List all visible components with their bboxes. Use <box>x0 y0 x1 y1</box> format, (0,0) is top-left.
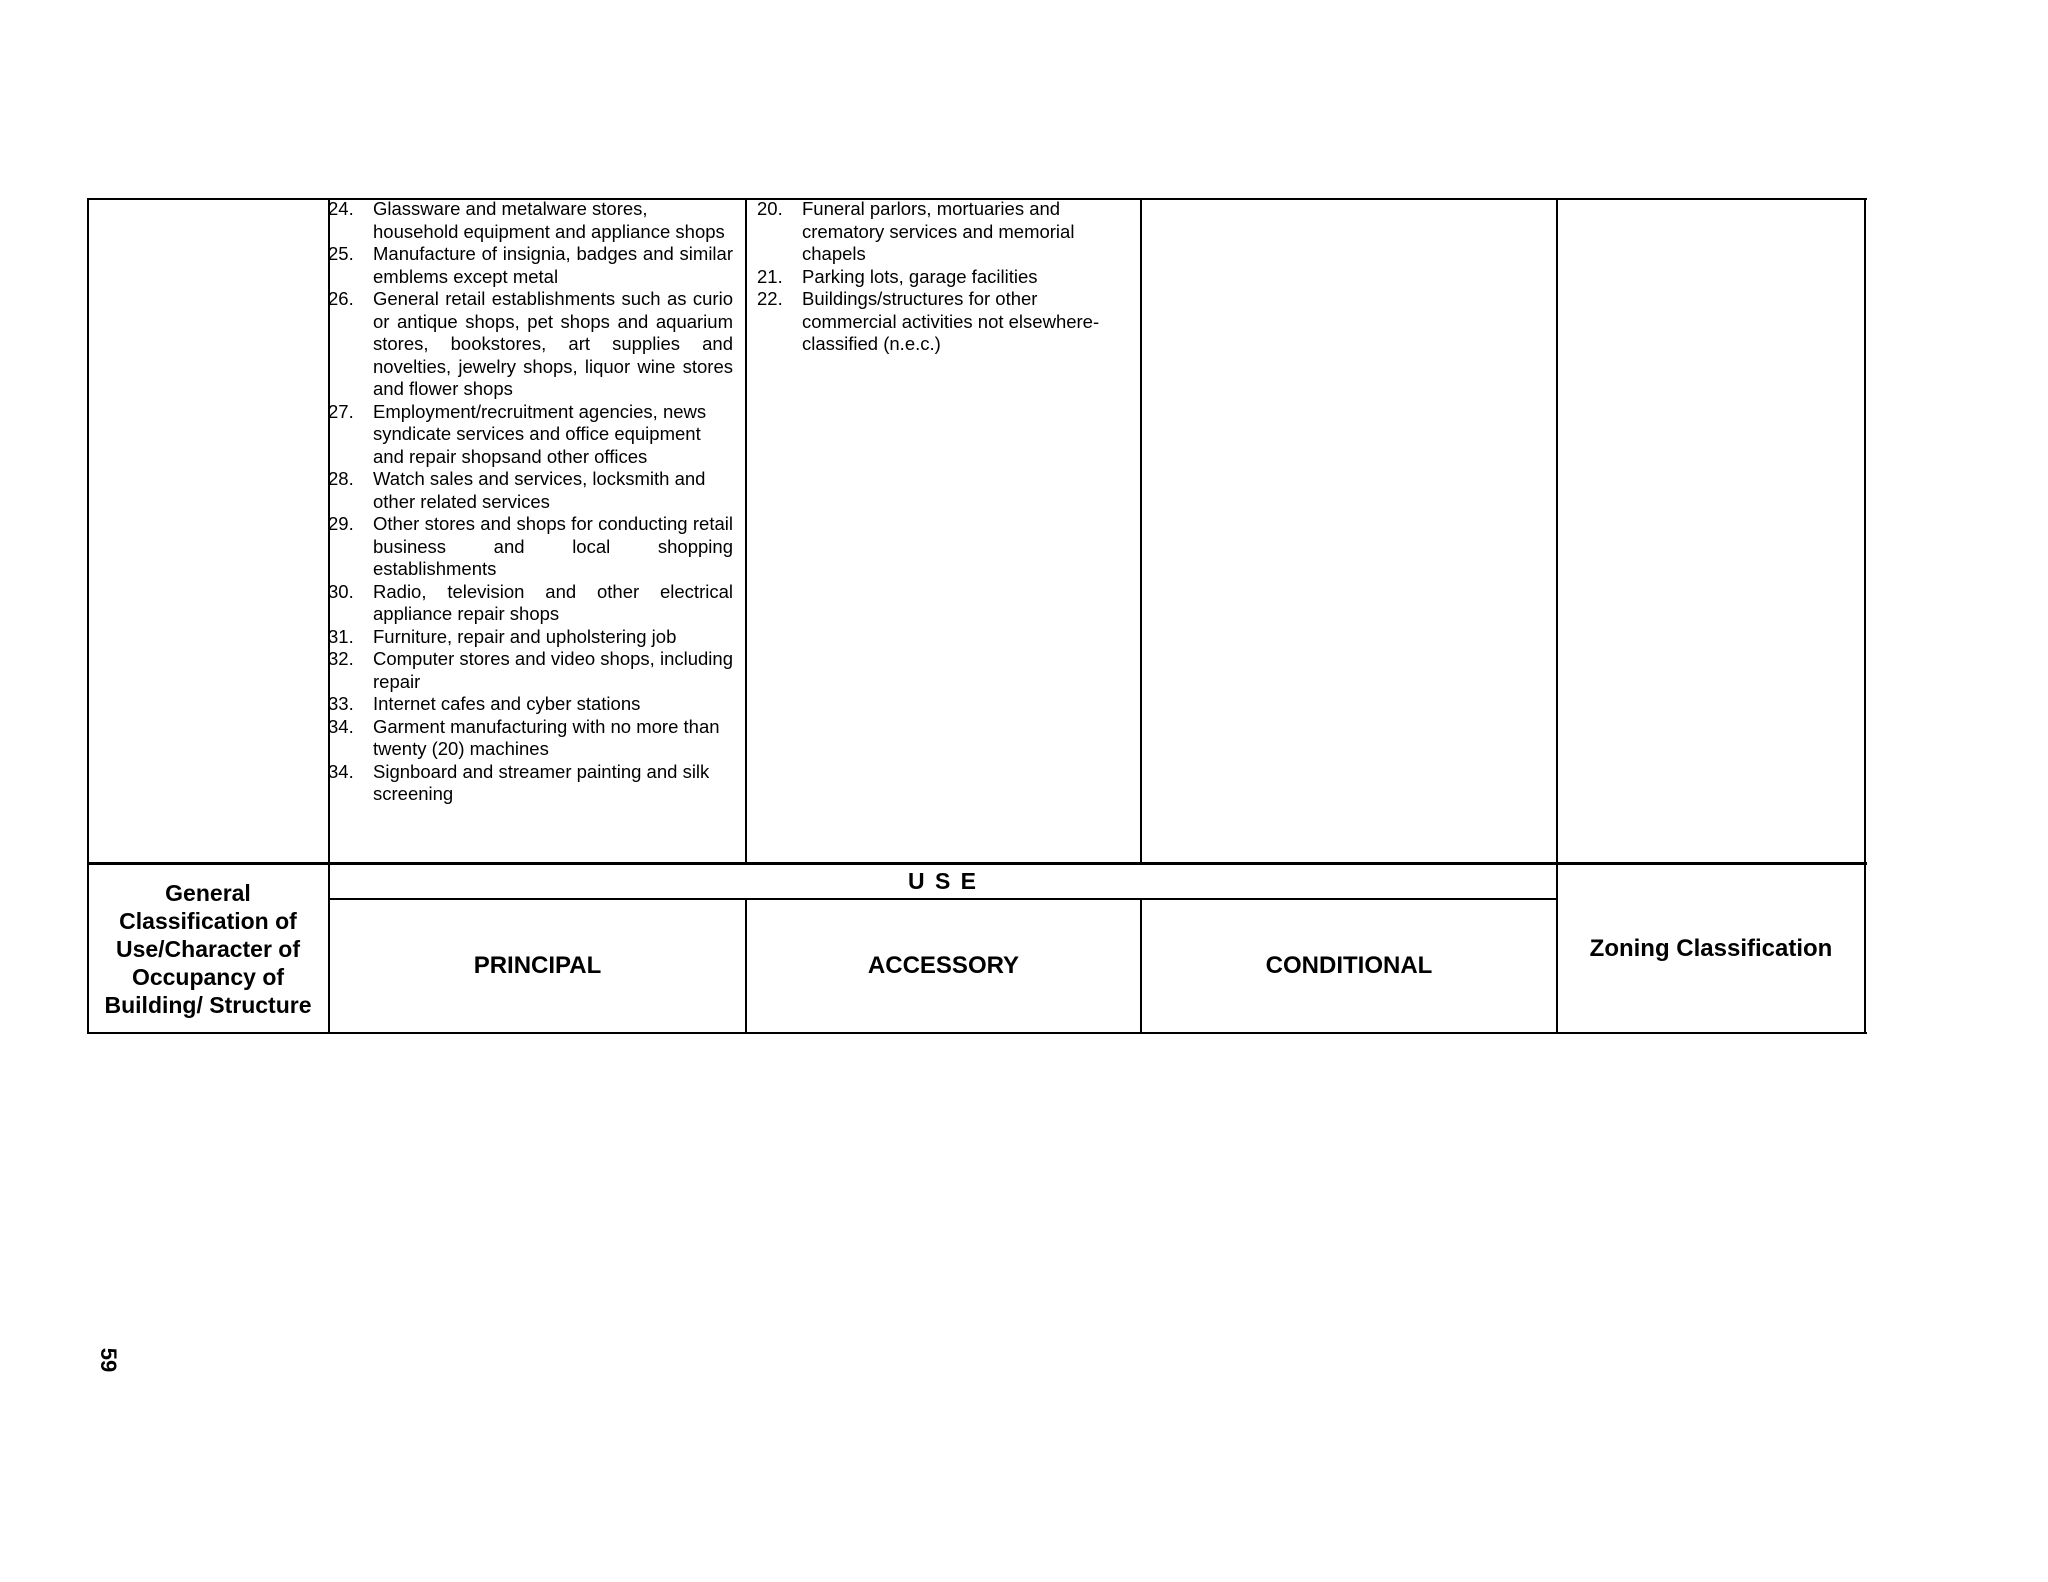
item-text: Furniture, repair and upholstering job <box>373 625 677 647</box>
item-text: Computer stores and video shops, including repair <box>373 648 733 692</box>
item-text: Internet cafes and cyber stations <box>373 693 641 714</box>
principal-use-item <box>328 693 733 716</box>
accessory-header: ACCESSORY <box>867 952 1020 979</box>
principal-use-item <box>328 513 733 581</box>
item-number: 22. <box>757 288 783 309</box>
principal-use-item <box>328 761 733 806</box>
item-text: General retail establishments such as curio or antique shops, pet shops and aquarium stores, bookstores, art supplies and novelties, jewelry shops, liquor wine stores and flower shops <box>373 288 733 399</box>
item-text: Glassware and metalware stores, household equipment and appliance shops <box>373 198 725 242</box>
item-number: 34. <box>328 760 354 782</box>
principal-uses-list <box>328 198 733 806</box>
general-classification-header: General Classification of Use/Character of Occupancy of Building/ Structure <box>104 880 312 1018</box>
principal-use-item <box>328 716 733 761</box>
item-number: 21. <box>757 265 783 287</box>
item-number: 32. <box>328 648 354 669</box>
item-number: 28. <box>328 468 354 489</box>
item-number: 31. <box>328 625 354 647</box>
principal-use-item <box>328 198 733 243</box>
item-number: 33. <box>328 693 354 714</box>
item-number: 30. <box>328 580 354 602</box>
item-text: Signboard and streamer painting and silk screening <box>373 760 710 804</box>
item-text: Garment manufacturing with no more than twenty (20) machines <box>373 715 720 759</box>
item-number: 27. <box>328 400 354 422</box>
zoning-classification-header: Zoning Classification <box>1589 934 1833 962</box>
principal-use-item <box>328 581 733 626</box>
principal-use-item <box>328 468 733 513</box>
page-number: 59 <box>96 1347 121 1373</box>
principal-use-item <box>328 626 733 649</box>
use-header: U S E <box>907 868 979 894</box>
accessory-use-item <box>757 266 1132 289</box>
item-text: Employment/recruitment agencies, news syndicate services and office equipment and repair shopsand other offices <box>373 400 707 467</box>
item-number: 26. <box>328 288 354 309</box>
principal-use-item <box>328 288 733 401</box>
principal-use-item <box>328 648 733 693</box>
item-number: 29. <box>328 513 354 534</box>
principal-use-item <box>328 401 733 469</box>
item-text: Funeral parlors, mortuaries and crematory services and memorial chapels <box>802 198 1075 264</box>
principal-header: PRINCIPAL <box>473 952 602 979</box>
item-text: Other stores and shops for conducting retail business and local shopping establishments <box>373 513 733 579</box>
accessory-use-item <box>757 198 1132 266</box>
item-text: Parking lots, garage facilities <box>802 265 1038 287</box>
item-number: 24. <box>328 198 354 219</box>
item-number: 34. <box>328 715 354 737</box>
accessory-uses-list <box>757 198 1132 356</box>
item-text: Manufacture of insignia, badges and similar emblems except metal <box>373 243 733 287</box>
principal-use-item <box>328 243 733 288</box>
item-text: Buildings/structures for other commercial activities not elsewhere-classified (n.e.c.) <box>802 288 1100 354</box>
accessory-use-item <box>757 288 1132 356</box>
item-text: Radio, television and other electrical appliance repair shops <box>373 580 733 624</box>
conditional-header: CONDITIONAL <box>1265 952 1433 979</box>
item-text: Watch sales and services, locksmith and other related services <box>373 468 706 512</box>
item-number: 25. <box>328 243 354 264</box>
item-number: 20. <box>757 198 783 219</box>
